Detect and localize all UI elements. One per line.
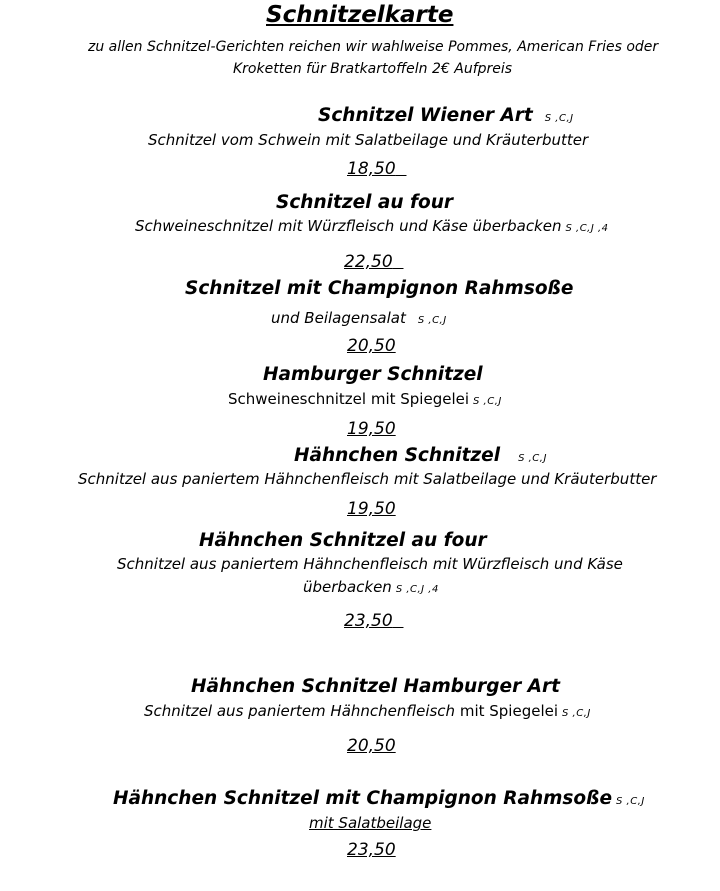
allergen-code: S ,C,J <box>518 453 547 464</box>
dish-title: Hähnchen Schnitzel <box>294 445 501 466</box>
price-value: 23,50 <box>344 611 393 631</box>
intro-line-1: zu allen Schnitzel-Gerichten reichen wir wahlweise Pommes, American Fries oder <box>88 39 659 55</box>
description-text: mit Salatbeilage und Kräuterbutter <box>389 470 657 488</box>
dish-price <box>344 613 403 630</box>
dish-description-line-2 <box>303 580 439 595</box>
dish-price <box>347 161 406 178</box>
dish-name: Schnitzel mit Champignon Rahmsoße <box>185 278 574 299</box>
dish-description <box>228 392 502 407</box>
dish-title: Hähnchen Schnitzel mit Champignon Rahmsoße <box>113 788 612 809</box>
dish-description <box>144 704 591 719</box>
price-value: 19,50 <box>347 499 396 519</box>
price-value: 18,50 <box>347 159 396 179</box>
page-title: Schnitzelkarte <box>266 2 454 28</box>
description-text: Schnitzel aus paniertem Hähnchenfleisch <box>78 470 390 488</box>
price-value: 20,50 <box>347 336 396 356</box>
allergen-code: S ,C,J ,4 <box>395 584 439 595</box>
dish-name: Hähnchen Schnitzel au four <box>199 530 487 551</box>
description-text: Schnitzel aus paniertem Hähnchenfleisch <box>144 702 460 720</box>
dish-price <box>347 738 396 755</box>
description-text: mit Spiegelei <box>459 702 559 720</box>
dish-name <box>318 107 574 126</box>
dish-description: Schnitzel vom Schwein mit Salatbeilage und Kräuterbutter <box>148 131 589 149</box>
dish-title: Schnitzel Wiener Art <box>318 105 533 126</box>
description-text: Schweineschnitzel mit Würzfleisch und Käse überbacken <box>135 217 562 235</box>
dish-description: mit Salatbeilage <box>309 814 432 832</box>
dish-price <box>344 254 403 271</box>
dish-name: Hamburger Schnitzel <box>263 364 483 385</box>
allergen-code: S ,C,J <box>544 113 574 124</box>
dish-description <box>271 311 447 326</box>
dish-description <box>78 472 656 487</box>
description-text: überbacken <box>303 578 392 596</box>
allergen-code: S ,C,J <box>562 708 591 719</box>
price-value: 20,50 <box>347 736 396 756</box>
price-value: 19,50 <box>347 419 396 439</box>
description-text: und Beilagensalat <box>271 309 406 327</box>
dish-description <box>135 219 609 234</box>
dish-name <box>113 790 645 809</box>
dish-description-line-1: Schnitzel aus paniertem Hähnchenfleisch mit Würzfleisch und Käse <box>117 555 623 573</box>
dish-price <box>347 501 396 518</box>
dish-price <box>347 842 396 859</box>
dish-name: Hähnchen Schnitzel Hamburger Art <box>191 676 560 697</box>
allergen-code: S ,C,J ,4 <box>565 223 609 234</box>
allergen-code: S ,C,J <box>473 396 502 407</box>
allergen-code: S ,C,J <box>417 315 447 326</box>
intro-line-2: Kroketten für Bratkartoffeln 2€ Aufpreis <box>233 61 513 77</box>
dish-name: Schnitzel au four <box>276 192 454 213</box>
dish-price <box>347 421 396 438</box>
allergen-code: S ,C,J <box>616 796 645 807</box>
description-text: Schweineschnitzel mit Spiegelei <box>228 390 470 408</box>
price-value: 23,50 <box>347 840 396 860</box>
dish-price <box>347 338 396 355</box>
price-value: 22,50 <box>344 252 393 272</box>
dish-name <box>294 447 547 466</box>
